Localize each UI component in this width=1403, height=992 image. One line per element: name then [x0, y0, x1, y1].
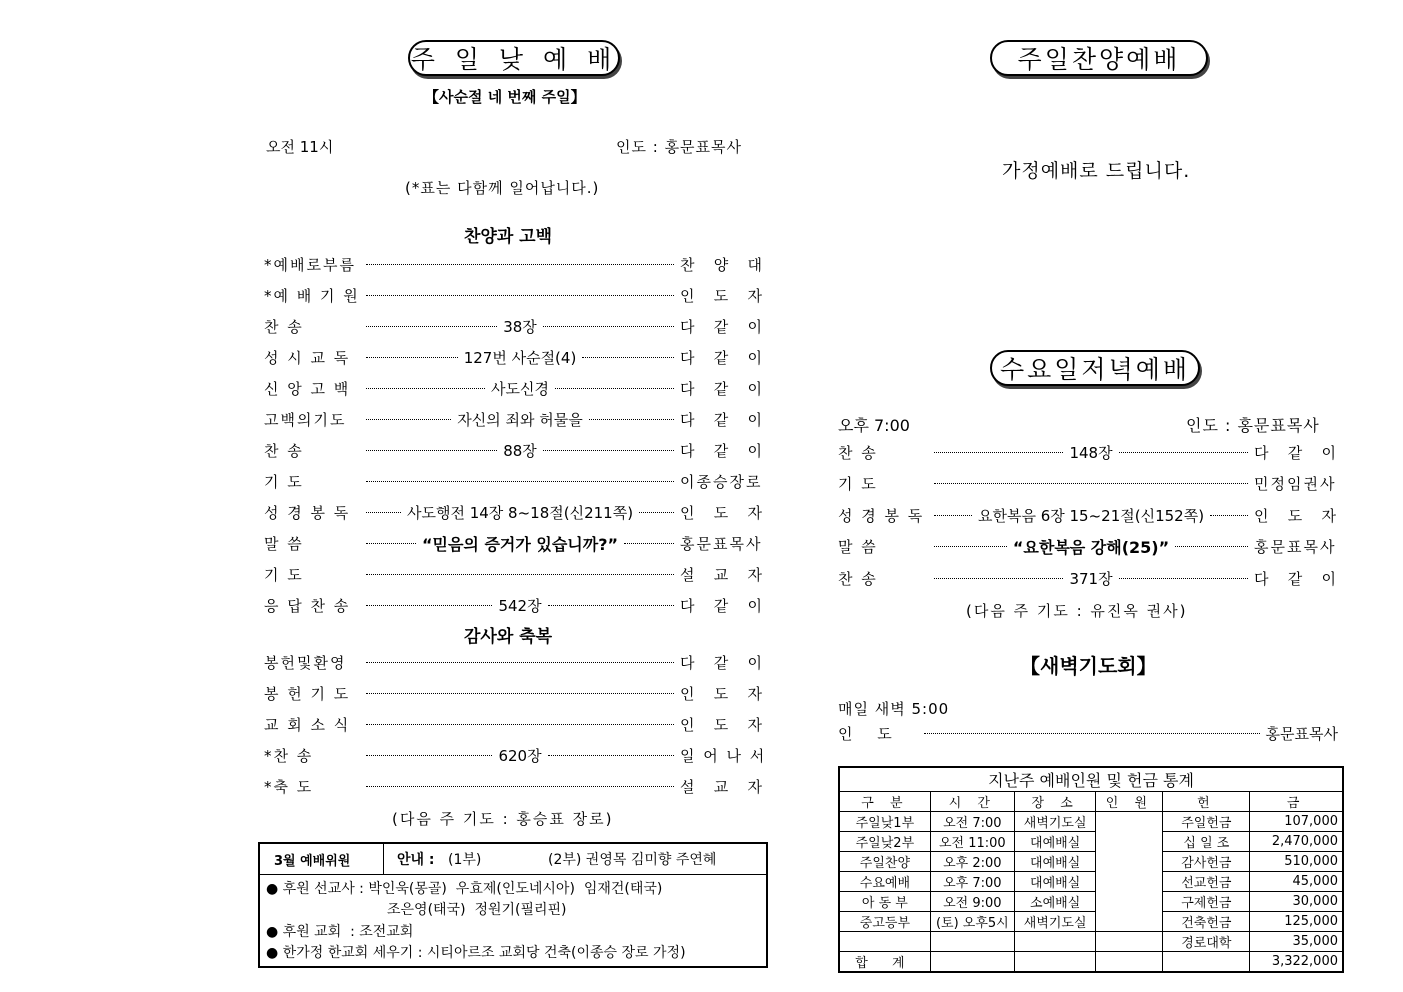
stats-cell: [1014, 932, 1095, 952]
guide-label: 안내 :: [397, 852, 435, 868]
wednesday-item-person: 민정임권사: [1254, 475, 1337, 493]
stats-cell: 오전 11:00: [930, 832, 1014, 852]
stats-row: [839, 832, 1343, 852]
dotted-leader: [366, 786, 674, 787]
wednesday-item-label: 찬 송: [838, 443, 878, 462]
stats-cell: 35,000: [1250, 932, 1343, 952]
wednesday-item-person: 다 같 이: [1254, 569, 1338, 588]
worship-item-person: 인 도 자: [680, 684, 764, 703]
wednesday-item-detail: 요한복음 6장 15~21절(신152쪽): [977, 506, 1205, 525]
worship-item-label: 기 도: [264, 472, 304, 491]
worship-item-label: *예 배 기 원: [264, 286, 360, 305]
dotted-leader: [366, 481, 674, 482]
section-praise-confession: 찬양과 고백: [464, 227, 553, 247]
worship-item-row: [264, 532, 764, 554]
dotted-leader: [1119, 452, 1248, 453]
wednesday-item-label: 말 씀: [838, 538, 878, 556]
dotted-leader: [924, 733, 1260, 734]
worship-item-person: 설 교 자: [680, 777, 764, 796]
stats-cell: [1163, 952, 1250, 973]
stats-cell: [1096, 932, 1163, 952]
worship-item-row: [264, 470, 764, 492]
worship-item-label: *예배로부름: [264, 255, 356, 274]
dotted-leader: [548, 755, 674, 756]
worship-item-row: [264, 408, 764, 430]
stats-cell: 수요예배: [839, 872, 930, 892]
wednesday-next-prayer: (다음 주 기도 : 유진옥 권사): [966, 602, 1188, 620]
stats-cell: 2,470,000: [1250, 832, 1343, 852]
worship-item-person: 찬 양 대: [680, 255, 764, 274]
wednesday-item-row: [838, 567, 1338, 589]
stats-cell: 107,000: [1250, 812, 1343, 832]
dotted-leader: [934, 578, 1063, 579]
stats-header-cell: 헌: [1163, 792, 1250, 812]
dotted-leader: [366, 357, 458, 358]
worship-item-person: 다 같 이: [680, 348, 765, 367]
worship-item-person: 다 같 이: [680, 441, 765, 460]
service-leader: 인도 : 홍문표목사: [616, 138, 743, 156]
worship-item-person: 일 어 나 서: [680, 746, 767, 765]
wednesday-leader: 인도 : 홍문표목사: [1186, 416, 1320, 435]
dawn-leader-label: 인 도: [838, 724, 902, 743]
stats-cell: 경로대학: [1163, 932, 1250, 952]
worship-item-person: 인 도 자: [680, 286, 764, 305]
worship-item-row: [264, 377, 764, 399]
worship-item-detail: 38장: [503, 317, 537, 336]
worship-item-label: 기 도: [264, 565, 304, 584]
stats-row: [839, 912, 1343, 932]
worship-item-detail: 542장: [498, 596, 542, 615]
wednesday-item-person: 홍문표목사: [1254, 538, 1337, 556]
dotted-leader: [934, 515, 972, 516]
worship-item-row: [264, 563, 764, 585]
worship-item-row: [264, 253, 764, 275]
stats-cell: 소예배실: [1014, 892, 1095, 912]
dotted-leader: [1210, 515, 1248, 516]
stats-cell: 대예배실: [1014, 872, 1095, 892]
section-thanks-blessing: 감사와 축복: [464, 627, 553, 647]
stats-row: [839, 892, 1343, 912]
stats-cell: 125,000: [1250, 912, 1343, 932]
dotted-leader: [934, 483, 1248, 484]
worship-item-detail: 사도행전 14장 8~18절(신211쪽): [406, 503, 634, 522]
service-time: 오전 11시: [266, 138, 334, 156]
stats-cell: 오후 7:00: [930, 872, 1014, 892]
standing-note: (*표는 다함께 일어납니다.): [405, 179, 600, 197]
stats-cell: 주일낮2부: [839, 832, 930, 852]
dotted-leader: [555, 388, 674, 389]
stats-cell: 510,000: [1250, 852, 1343, 872]
worship-item-row: [264, 651, 764, 673]
stats-cell: 주일찬양: [839, 852, 930, 872]
dotted-leader: [366, 724, 674, 725]
stats-cell: (토) 오후5시: [930, 912, 1014, 932]
stats-row: [839, 812, 1343, 832]
worship-item-row: [264, 346, 764, 368]
wednesday-item-row: [838, 473, 1338, 495]
worship-item-person: 인 도 자: [680, 715, 764, 734]
worship-item-label: 응 답 찬 송: [264, 596, 351, 615]
wednesday-item-person: 인 도 자: [1254, 506, 1339, 525]
stats-cell: 오후 2:00: [930, 852, 1014, 872]
stats-cell: [930, 932, 1014, 952]
worship-item-person: 다 같 이: [680, 317, 765, 336]
stats-cell: 아 동 부: [839, 892, 930, 912]
worship-item-label: 신 앙 고 백: [264, 379, 351, 398]
wednesday-item-label: 찬 송: [838, 569, 878, 588]
wednesday-item-detail: “요한복음 강해(25)”: [1012, 538, 1170, 557]
worship-item-person: 인 도 자: [680, 503, 765, 522]
worship-item-row: [264, 501, 764, 523]
dotted-leader: [366, 574, 674, 575]
stats-cell: 새벽기도실: [1014, 812, 1095, 832]
next-week-prayer: (다음 주 기도 : 홍승표 장로): [392, 810, 614, 828]
stats-cell: 선교헌금: [1163, 872, 1250, 892]
dotted-leader: [1175, 546, 1248, 547]
worship-item-detail: 620장: [498, 746, 542, 765]
missionaries-line2: 조은영(태국) 정원기(필리핀): [387, 902, 567, 918]
stats-cell: 주일헌금: [1163, 812, 1250, 832]
stats-cell: 30,000: [1250, 892, 1343, 912]
dotted-leader: [639, 512, 674, 513]
stats-row: [839, 932, 1343, 952]
worship-item-label: 봉 헌 기 도: [264, 684, 351, 703]
worship-item-person: 홍문표목사: [680, 534, 763, 553]
stats-cell: 대예배실: [1014, 852, 1095, 872]
stats-cell: [930, 952, 1014, 973]
stats-cell: 대예배실: [1014, 832, 1095, 852]
subtitle: 【사순절 네 번째 주일】: [424, 88, 586, 106]
worship-item-row: [264, 775, 764, 797]
wednesday-item-label: 성 경 봉 독: [838, 506, 925, 525]
worship-item-row: [264, 744, 767, 766]
stats-header-cell: 구 분: [839, 792, 930, 812]
wednesday-item-row: [838, 536, 1338, 558]
stats-cell: 새벽기도실: [1014, 912, 1095, 932]
supported-church-line: ● 후원 교회 : 조전교회: [266, 924, 414, 940]
worship-item-row: [264, 284, 764, 306]
dotted-leader: [366, 419, 451, 420]
stats-cell: 오전 7:00: [930, 812, 1014, 832]
worship-item-detail: 127번 사순절(4): [463, 348, 577, 367]
wednesday-time: 오후 7:00: [838, 416, 910, 435]
dawn-leader-row: [838, 722, 1338, 744]
dotted-leader: [548, 605, 674, 606]
worship-item-row: [264, 439, 764, 461]
stats-title: 지난주 예배인원 및 헌금 통계: [839, 767, 1343, 792]
worship-item-label: *축 도: [264, 777, 314, 796]
dotted-leader: [543, 326, 674, 327]
committee-vline: [383, 842, 384, 874]
dotted-leader: [366, 693, 674, 694]
dotted-leader: [1119, 578, 1248, 579]
stats-cell: 주일낮1부: [839, 812, 930, 832]
committee-header: 3월 예배위원: [274, 854, 351, 869]
sunday-service-title: 주 일 낮 예 배: [408, 40, 620, 76]
sunday-praise-title: 주일찬양예배: [990, 40, 1208, 76]
worship-item-row: [264, 315, 764, 337]
dotted-leader: [934, 546, 1007, 547]
dotted-leader: [366, 326, 497, 327]
committee-divider: [258, 874, 766, 875]
stats-cell: [1096, 952, 1163, 973]
dotted-leader: [366, 543, 416, 544]
worship-item-label: 성 시 교 독: [264, 348, 351, 367]
worship-item-detail: “믿음의 증거가 있습니까?”: [422, 534, 619, 554]
dotted-leader: [366, 755, 492, 756]
worship-item-label: 말 씀: [264, 534, 304, 553]
dawn-time: 매일 새벽 5:00: [838, 700, 950, 718]
dotted-leader: [934, 452, 1063, 453]
wednesday-service-title: 수요일저녁예배: [990, 350, 1200, 386]
stats-row: [839, 952, 1343, 973]
worship-item-label: 찬 송: [264, 441, 304, 460]
worship-item-person: 설 교 자: [680, 565, 764, 584]
stats-header-cell: 인 원: [1096, 792, 1163, 812]
wednesday-item-row: [838, 504, 1338, 526]
worship-item-person: 이종승장로: [680, 472, 763, 491]
guide-part1: (1부): [448, 852, 482, 868]
wednesday-item-detail: 148장: [1069, 443, 1113, 462]
worship-item-label: 고백의기도: [264, 410, 347, 429]
dotted-leader: [589, 419, 674, 420]
worship-item-label: 찬 송: [264, 317, 304, 336]
dotted-leader: [366, 388, 485, 389]
wednesday-item-person: 다 같 이: [1254, 443, 1338, 462]
stats-cell: 합 계: [839, 952, 930, 973]
dotted-leader: [366, 295, 674, 296]
stats-cell: [839, 932, 930, 952]
dotted-leader: [366, 512, 401, 513]
church-planting-line: ● 한가정 한교회 세우기 : 시티아르조 교회당 건축(이종승 장로 가정): [266, 945, 686, 961]
stats-cell: 십 일 조: [1163, 832, 1250, 852]
stats-row: [839, 872, 1343, 892]
dotted-leader: [582, 357, 674, 358]
stats-cell: [1014, 952, 1095, 973]
stats-header-cell: 장 소: [1014, 792, 1095, 812]
stats-header-cell: 시 간: [930, 792, 1014, 812]
worship-item-detail: 사도신경: [491, 379, 549, 398]
stats-table: [838, 766, 1344, 973]
dotted-leader: [366, 662, 674, 663]
family-worship-note: 가정예배로 드립니다.: [1002, 160, 1191, 182]
worship-item-label: 봉헌및환영: [264, 653, 347, 672]
stats-cell: [1096, 812, 1163, 932]
stats-cell: 건축헌금: [1163, 912, 1250, 932]
stats-cell: 오전 9:00: [930, 892, 1014, 912]
worship-item-row: [264, 713, 764, 735]
worship-item-label: 교 회 소 식: [264, 715, 351, 734]
worship-item-person: 다 같 이: [680, 379, 764, 398]
worship-item-row: [264, 594, 764, 616]
worship-item-detail: 자신의 죄와 허물을: [457, 410, 583, 429]
wednesday-item-label: 기 도: [838, 475, 878, 493]
guide-part2: (2부) 권영목 김미향 주연혜: [548, 852, 717, 868]
wednesday-item-row: [838, 441, 1338, 463]
dotted-leader: [366, 605, 492, 606]
dotted-leader: [366, 264, 674, 265]
dawn-leader-name: 홍문표목사: [1265, 724, 1338, 743]
dotted-leader: [543, 450, 674, 451]
stats-cell: 3,322,000: [1250, 952, 1343, 973]
worship-item-person: 다 같 이: [680, 653, 764, 672]
dotted-leader: [366, 450, 497, 451]
worship-item-label: 성 경 봉 독: [264, 503, 351, 522]
stats-cell: 45,000: [1250, 872, 1343, 892]
wednesday-item-detail: 371장: [1069, 569, 1113, 588]
stats-cell: 감사헌금: [1163, 852, 1250, 872]
stats-cell: 중고등부: [839, 912, 930, 932]
worship-item-label: *찬 송: [264, 746, 314, 765]
stats-cell: 구제헌금: [1163, 892, 1250, 912]
worship-item-row: [264, 682, 764, 704]
stats-header-cell: 금: [1250, 792, 1343, 812]
stats-row: [839, 852, 1343, 872]
missionaries-line: ● 후원 선교사 : 박인욱(몽골) 우효제(인도네시아) 임재건(태국): [266, 881, 663, 897]
worship-item-person: 다 같 이: [680, 596, 764, 615]
dotted-leader: [624, 543, 674, 544]
worship-item-detail: 88장: [503, 441, 537, 460]
worship-item-person: 다 같 이: [680, 410, 764, 429]
dawn-prayer-title: 【새벽기도회】: [1020, 654, 1157, 678]
